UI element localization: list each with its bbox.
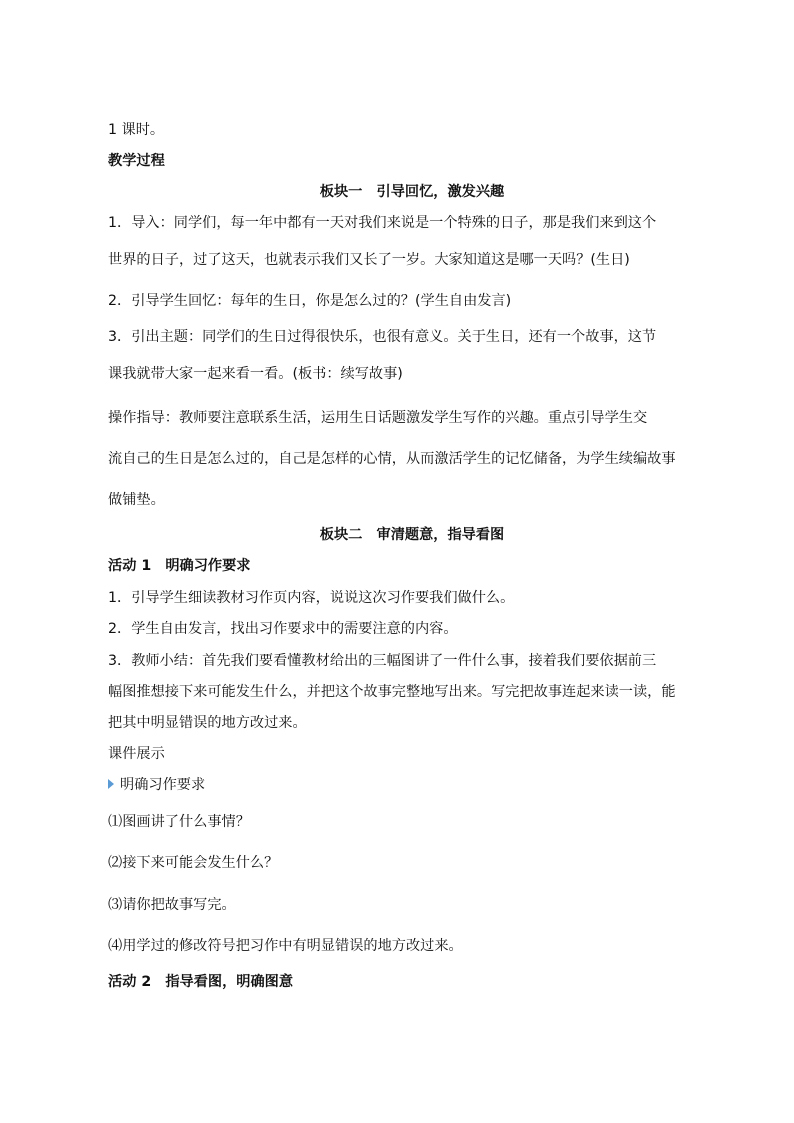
block2-para3-line1: 3．教师小结：首先我们要看懂教材给出的三幅图讲了一件什么事，接着我们要依据前三: [108, 653, 657, 669]
block2-para1: 1．引导学生细读教材习作页内容，说说这次习作要我们做什么。: [108, 590, 515, 606]
teaching-process-heading: 教学过程: [108, 153, 165, 169]
block1-para1-line1: 1．导入：同学们，每一年中都有一天对我们来说是一个特殊的日子，那是我们来到这个: [108, 215, 657, 231]
block2-para3-line2: 幅图推想接下来可能发生什么，并把这个故事完整地写出来。写完把故事连起来读一读，能: [108, 684, 676, 700]
block2-para2: 2．学生自由发言，找出习作要求中的需要注意的内容。: [108, 621, 458, 637]
requirement-3: ⑶请你把故事写完。: [108, 897, 236, 913]
activity1-heading: 活动 1 明确习作要求: [108, 558, 251, 574]
guide-line1: 操作指导：教师要注意联系生活，运用生日话题激发学生写作的兴趣。重点引导学生交: [108, 410, 648, 426]
requirement-1: ⑴图画讲了什么事情？: [108, 814, 250, 830]
intro-line: 1 课时。: [108, 122, 165, 138]
guide-line2: 流自己的生日是怎么过的，自己是怎样的心情，从而激活学生的记忆储备，为学生续编故事: [108, 451, 676, 467]
courseware-heading: 课件展示: [108, 746, 165, 762]
block2-para3-line3: 把其中明显错误的地方改过来。: [108, 715, 307, 731]
requirement-title-row: [108, 778, 205, 792]
guide-line3: 做铺垫。: [108, 492, 165, 508]
requirement-2: ⑵接下来可能会发生什么？: [108, 855, 279, 871]
block1-para2: 2．引导学生回忆：每年的生日，你是怎么过的？(学生自由发言): [108, 293, 512, 309]
block1-para3-line2: 课我就带大家一起来看一看。(板书：续写故事): [108, 366, 403, 382]
requirement-4: ⑷用学过的修改符号把习作中有明显错误的地方改过来。: [108, 938, 463, 954]
block1-title: 板块一 引导回忆，激发兴趣: [319, 184, 505, 200]
block1-para1-line2: 世界的日子，过了这天，也就表示我们又长了一岁。大家知道这是哪一天吗？(生日): [108, 252, 630, 268]
activity2-heading: 活动 2 指导看图，明确图意: [108, 974, 294, 990]
triangle-bullet-icon: [108, 779, 114, 789]
block1-para3-line1: 3．引出主题：同学们的生日过得很快乐，也很有意义。关于生日，还有一个故事，这节: [108, 329, 657, 345]
requirement-title: 明确习作要求: [120, 777, 206, 793]
block2-title: 板块二 审清题意，指导看图: [319, 527, 505, 543]
